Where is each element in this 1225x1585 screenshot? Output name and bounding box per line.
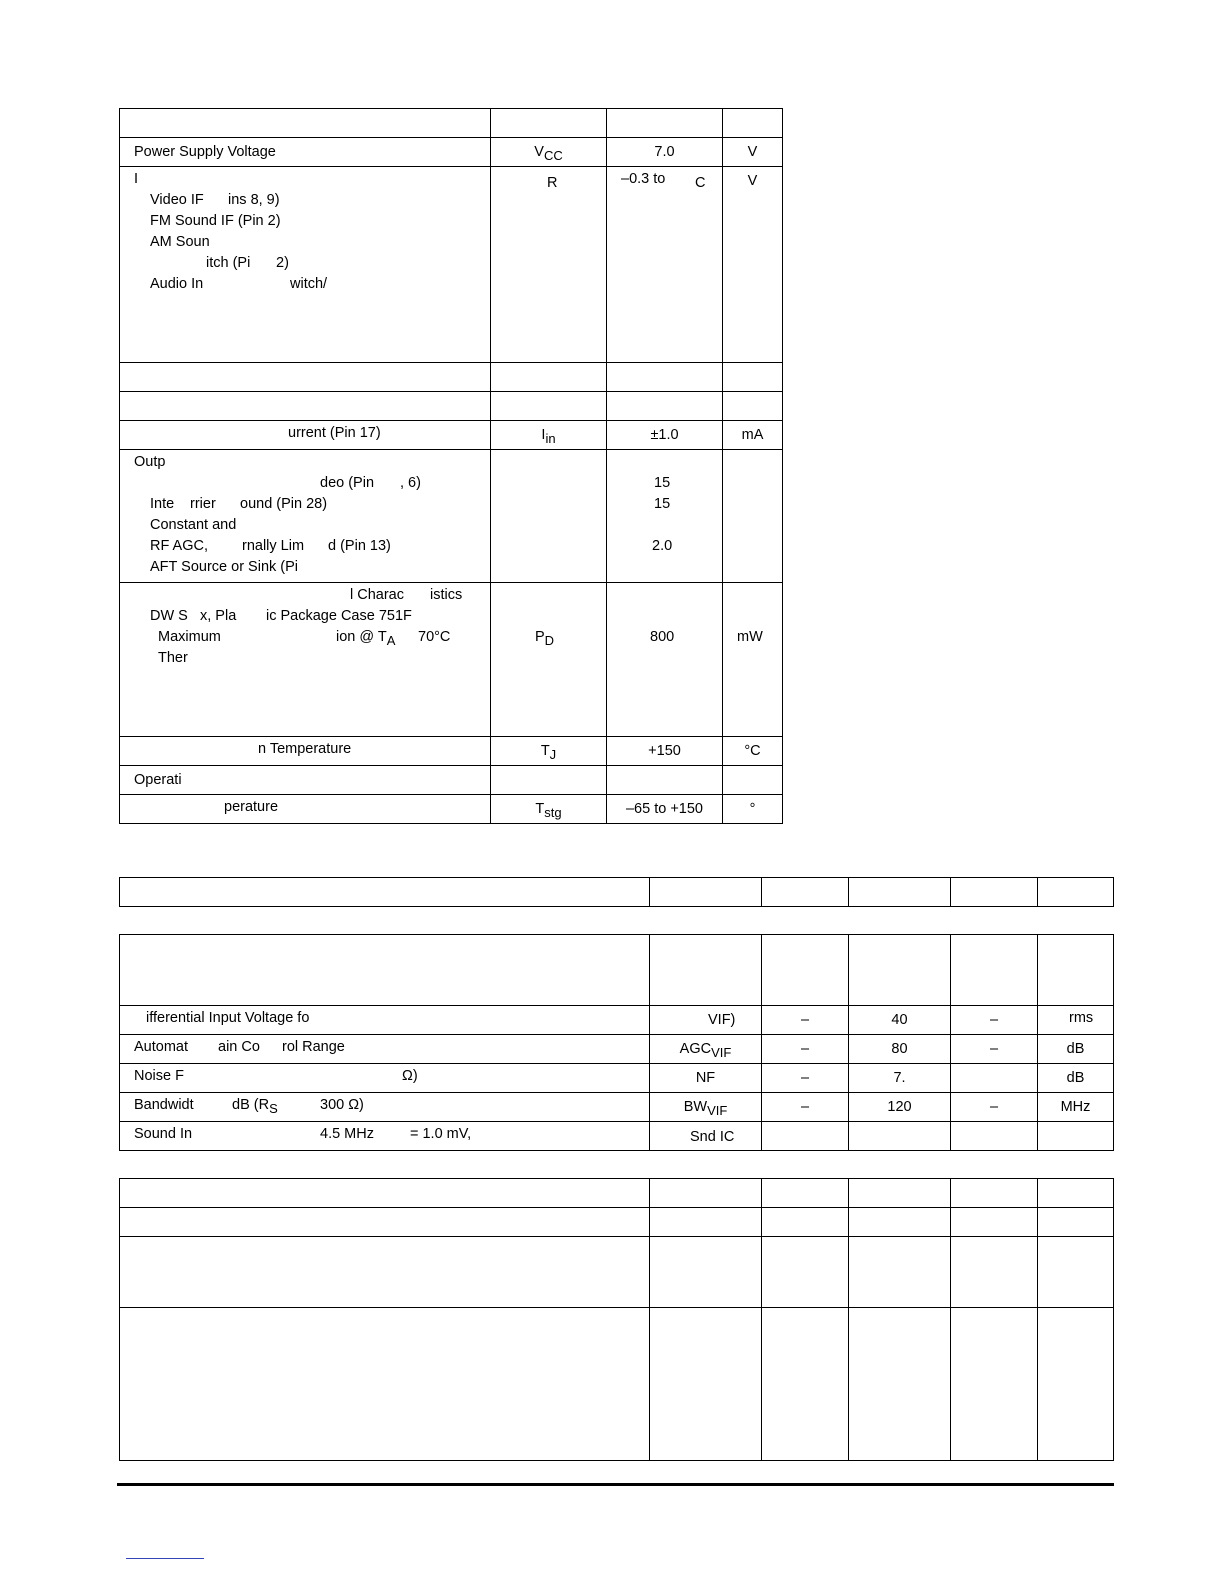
unit-cell: V xyxy=(723,138,783,167)
symbol-cell: Snd IC xyxy=(650,1122,762,1151)
value-cell: –0.3 to C xyxy=(607,167,723,363)
symbol-cell: VIF) xyxy=(650,1006,762,1035)
table-row xyxy=(120,138,783,167)
typ-cell: 120 xyxy=(849,1093,951,1122)
table-row xyxy=(120,1035,1114,1064)
param-cell: ifferential Input Voltage fo xyxy=(120,1006,650,1035)
electrical-header-table xyxy=(119,877,1114,907)
symbol-cell: $AGC_{VIF}$ xyxy=(650,1035,762,1064)
value-cell: 15 15 2.0 xyxy=(607,450,723,583)
symbol-cell: $BW_{VIF}$ xyxy=(650,1093,762,1122)
max-cell: – xyxy=(951,1093,1038,1122)
param-cell: Power Supply Voltage xyxy=(120,138,491,167)
param-cell: Operati xyxy=(120,766,491,795)
table-row xyxy=(120,1064,1114,1093)
table-row xyxy=(120,795,783,824)
symbol-cell: $I_{in}$ xyxy=(491,421,607,450)
param-cell: Sound In 4.5 MHz = 1.0 mV, xyxy=(120,1122,650,1151)
param-cell: Bandwidt dB ($R_S$ 300 Ω) xyxy=(120,1093,650,1122)
table-row xyxy=(120,1308,1114,1461)
symbol-cell: $V_{CC}$ xyxy=(491,138,607,167)
typ-cell: 7. xyxy=(849,1064,951,1093)
footer-link-underline[interactable] xyxy=(126,1558,204,1559)
table-row xyxy=(120,363,783,392)
max-cell xyxy=(951,1064,1038,1093)
min-cell: – xyxy=(762,1035,849,1064)
unit-cell: rms xyxy=(1038,1006,1114,1035)
value-cell: ±1.0 xyxy=(607,421,723,450)
table-row xyxy=(120,421,783,450)
footer-rule xyxy=(117,1483,1114,1486)
param-cell: Automat ain Co rol Range xyxy=(120,1035,650,1064)
unit-cell: mW xyxy=(723,583,783,737)
max-cell: – xyxy=(951,1006,1038,1035)
symbol-cell: $T_{stg}$ xyxy=(491,795,607,824)
table-header-row xyxy=(120,109,783,138)
table-row xyxy=(120,1093,1114,1122)
param-cell: perature xyxy=(120,795,491,824)
table-row xyxy=(120,766,783,795)
value-cell: –65 to +150 xyxy=(607,795,723,824)
value-cell: 7.0 xyxy=(607,138,723,167)
min-cell: – xyxy=(762,1006,849,1035)
table-row xyxy=(120,583,783,737)
typ-cell: 80 xyxy=(849,1035,951,1064)
table-row xyxy=(120,1237,1114,1308)
min-cell: – xyxy=(762,1064,849,1093)
unit-cell: mA xyxy=(723,421,783,450)
unit-cell: °C xyxy=(723,737,783,766)
symbol-cell: R xyxy=(491,167,607,363)
lower-characteristics-table xyxy=(119,1178,1114,1461)
symbol-cell xyxy=(491,450,607,583)
value-cell: 800 xyxy=(607,583,723,737)
table-row xyxy=(120,392,783,421)
symbol-cell: $T_J$ xyxy=(491,737,607,766)
symbol-cell: $P_D$ xyxy=(491,583,607,737)
value-cell: +150 xyxy=(607,737,723,766)
maximum-ratings-table xyxy=(119,108,783,824)
unit-cell: MHz xyxy=(1038,1093,1114,1122)
table-row xyxy=(120,1006,1114,1035)
unit-cell: dB xyxy=(1038,1064,1114,1093)
unit-cell: dB xyxy=(1038,1035,1114,1064)
min-cell: – xyxy=(762,1093,849,1122)
table-row xyxy=(120,1208,1114,1237)
unit-cell: V xyxy=(723,167,783,363)
table-row xyxy=(120,935,1114,1006)
param-cell: l Charac istics DW S x, Pla ic Package Case 751F Maximum ion @ $T_A$ 70°C Ther xyxy=(120,583,491,737)
symbol-cell: NF xyxy=(650,1064,762,1093)
param-cell: urrent (Pin 17) xyxy=(120,421,491,450)
param-cell: I Video IF ins 8, 9) FM Sound IF (Pin 2) AM Soun itch (Pi 2) Audio In witch/ xyxy=(120,167,491,363)
table-header-row xyxy=(120,1179,1114,1208)
param-cell: n Temperature xyxy=(120,737,491,766)
table-row xyxy=(120,737,783,766)
table-row xyxy=(120,167,783,363)
typ-cell: 40 xyxy=(849,1006,951,1035)
table-row xyxy=(120,1122,1114,1151)
electrical-characteristics-table xyxy=(119,934,1114,1151)
table-header-row xyxy=(120,878,1114,907)
table-row xyxy=(120,450,783,583)
unit-cell xyxy=(723,450,783,583)
unit-cell: ° xyxy=(723,795,783,824)
param-cell: Outp deo (Pin , 6) Inte rrier ound (Pin 28) Constant and RF AGC, rnally Lim d (Pin 13) AFT Source or Sink (Pi xyxy=(120,450,491,583)
param-cell: Noise F Ω) xyxy=(120,1064,650,1093)
max-cell: – xyxy=(951,1035,1038,1064)
